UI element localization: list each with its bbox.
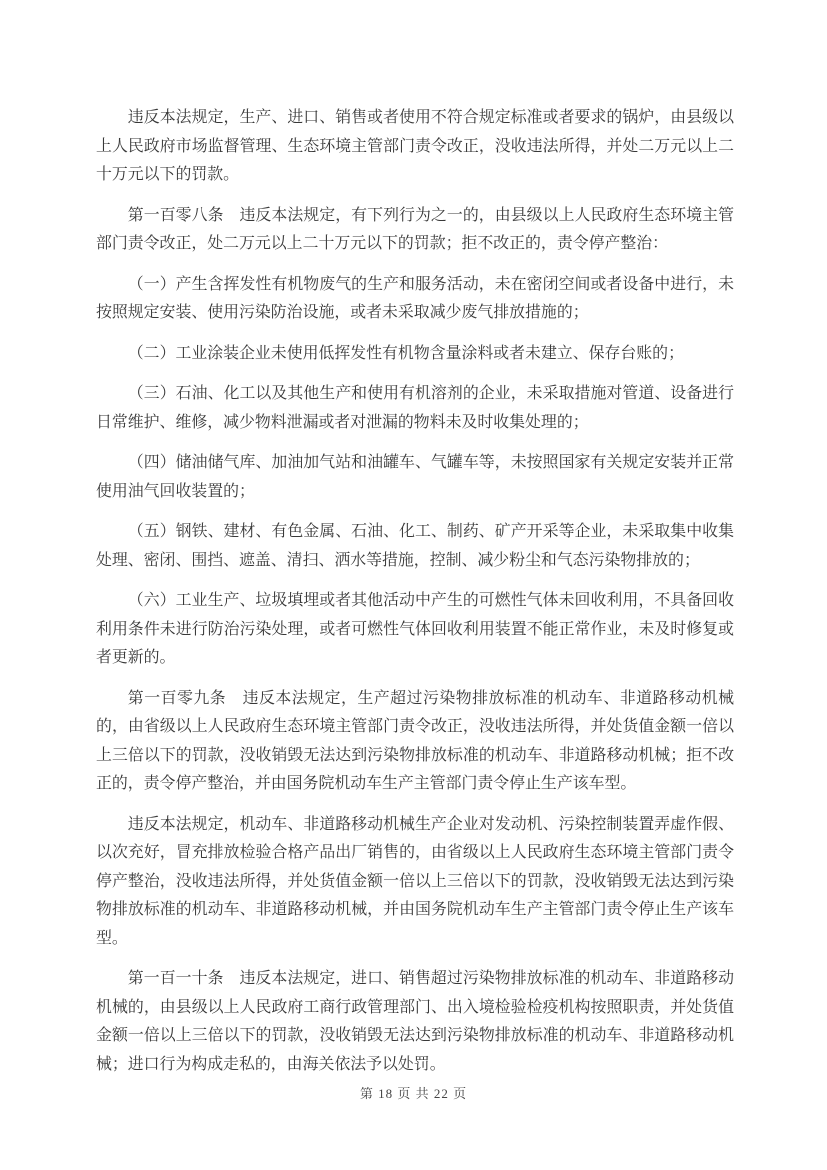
paragraph-article-109: 第一百零九条 违反本法规定，生产超过污染物排放标准的机动车、非道路移动机械的，由省级以上人民政府生态环境主管部门责令改正，没收违法所得，并处货值金额一倍以上三倍以下的罚款，没收销毁无法达到污染物排放标准的机动车、非道路移动机械；拒不改正的，责令停产整治，并由国务院机动车生产主管部门责令停止生产该车型。 (96, 689, 734, 792)
paragraph-article-108: 第一百零八条 违反本法规定，有下列行为之一的，由县级以上人民政府生态环境主管部门责令改正，处二万元以上二十万元以下的罚款；拒不改正的，责令停产整治： (96, 206, 734, 252)
article-108-item-3: （三）石油、化工以及其他生产和使用有机溶剂的企业，未采取措施对管道、设备进行日常维护、维修，减少物料泄漏或者对泄漏的物料未及时收集处理的； (96, 385, 734, 431)
article-108-item-2: （二）工业涂装企业未使用低挥发性有机物含量涂料或者未建立、保存台账的； (127, 344, 684, 362)
article-108-item-4: （四）储油储气库、加油加气站和油罐车、气罐车等，未按照国家有关规定安装并正常使用油气回收装置的； (96, 454, 734, 500)
paragraph-boiler-penalty: 违反本法规定，生产、进口、销售或者使用不符合规定标准或者要求的锅炉，由县级以上人民政府市场监督管理、生态环境主管部门责令改正，没收违法所得，并处二万元以上二十万元以下的罚款。 (96, 109, 734, 183)
article-108-item-6: （六）工业生产、垃圾填埋或者其他活动中产生的可燃性气体未回收利用，不具备回收利用条件未进行防治污染处理，或者可燃性气体回收利用装置不能正常作业，未及时修复或者更新的。 (96, 592, 734, 666)
article-108-item-5: （五）钢铁、建材、有色金属、石油、化工、制药、矿产开采等企业，未采取集中收集处理、密闭、围挡、遮盖、清扫、洒水等措施，控制、减少粉尘和气态污染物排放的； (96, 523, 734, 569)
page-footer (0, 1083, 827, 1102)
page-number-indicator: 第 18 页 共 22 页 (359, 1086, 468, 1101)
article-108-item-1: （一）产生含挥发性有机物废气的生产和服务活动，未在密闭空间或者设备中进行，未按照规定安装、使用污染防治设施，或者未采取减少废气排放措施的； (96, 275, 734, 321)
paragraph-article-109-clause-2: 违反本法规定，机动车、非道路移动机械生产企业对发动机、污染控制装置弄虚作假、以次充好，冒充排放检验合格产品出厂销售的，由省级以上人民政府生态环境主管部门责令停产整治，没收违法所得，并处货值金额一倍以上三倍以下的罚款，没收销毁无法达到污染物排放标准的机动车、非道路移动机械，并由国务院机动车生产主管部门责令停止生产该车型。 (96, 815, 734, 947)
document-body (96, 104, 734, 1091)
paragraph-article-110: 第一百一十条 违反本法规定，进口、销售超过污染物排放标准的机动车、非道路移动机械的，由县级以上人民政府工商行政管理部门、出入境检验检疫机构按照职责，并处货值金额一倍以上三倍以下的罚款，没收销毁无法达到污染物排放标准的机动车、非道路移动机械；进口行为构成走私的，由海关依法予以处罚。 (96, 970, 734, 1073)
